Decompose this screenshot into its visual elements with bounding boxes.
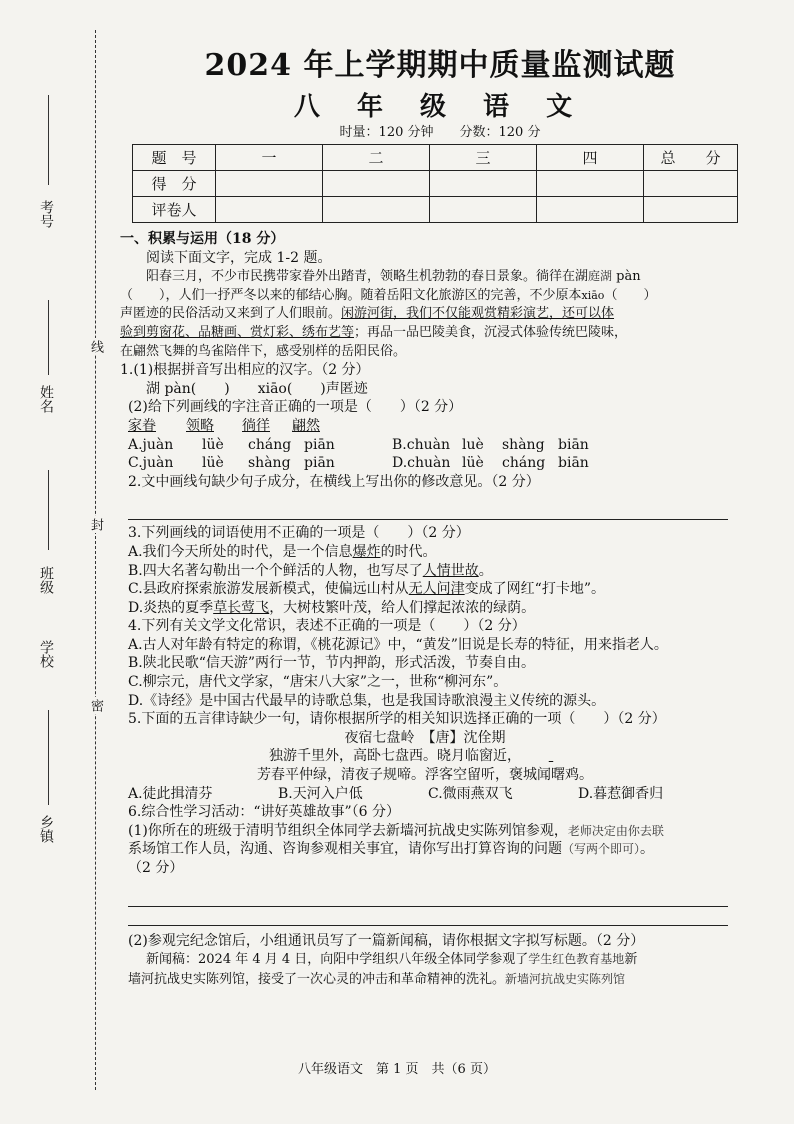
question-3-option-d[interactable]: [120, 599, 730, 618]
reading-intro: 阅读下面文字，完成 1-2 题。: [146, 249, 332, 266]
news-line: [120, 970, 730, 990]
question-handwriting: （写两个即可）: [562, 842, 641, 857]
option-c-part: shàng: [248, 455, 291, 472]
word: 翩然: [292, 417, 320, 434]
question-5-options: [120, 785, 730, 804]
score-cell[interactable]: [644, 171, 738, 197]
name-label: 姓名: [38, 385, 54, 413]
passage-text: ，人们一抒严冬以来的郁结心胸。随着岳阳文化旅游区的完善，不少原本: [165, 287, 582, 303]
option-text: 的时代。: [380, 543, 437, 560]
passage-pinyin: pàn: [616, 269, 641, 285]
news-line: [120, 950, 730, 970]
question-text: 。: [640, 841, 655, 858]
school-label: 学校: [38, 640, 54, 668]
option-underlined: 无人问津: [408, 581, 465, 598]
poem-title: 夜宿七盘岭 【唐】沈佺期: [344, 729, 506, 746]
score-cell[interactable]: [537, 171, 644, 197]
option-c[interactable]: C.juàn: [128, 455, 174, 472]
grader-cell[interactable]: [644, 197, 738, 223]
grader-cell[interactable]: [537, 197, 644, 223]
option-underlined: 草长莺飞: [213, 599, 270, 616]
option-underlined: 爆炸: [352, 543, 381, 560]
question-5: 5.下面的五言律诗缺少一句，请你根据所学的相关知识选择正确的一项（ ）（2 分）: [128, 711, 666, 728]
grader-row: [133, 197, 738, 223]
question-4-option-d[interactable]: D.《诗经》是中国古代最早的诗歌总集，也是我国诗歌浪漫主义传统的源头。: [128, 692, 606, 709]
question-6-2: [120, 932, 730, 951]
question-handwriting: 老师决定由你去联: [567, 823, 664, 838]
news-text: 新闻稿：2024 年 4 月 4 日，向阳中学组织八年级全体同学参观了: [146, 952, 529, 968]
question-3-option-a[interactable]: [120, 543, 730, 562]
question-2: 2.文中画线句缺少句子成分，在横线上写出你的修改意见。（2 分）: [128, 473, 540, 490]
exam-number-line[interactable]: [48, 95, 49, 185]
option-text: ，大树枝繁叶茂，给人们撑起浓浓的绿荫。: [269, 599, 536, 616]
question-4: 4.下列有关文学文化常识，表述不正确的一项是（ ）（2 分）: [128, 618, 526, 635]
score-header-cell: 二: [323, 145, 430, 171]
passage-line: [120, 324, 730, 343]
score-header-cell: 题 号: [133, 145, 216, 171]
option-a[interactable]: A.juàn: [128, 436, 174, 453]
binding-margin: [0, 0, 110, 1124]
score-header-cell: 总 分: [644, 145, 738, 171]
underlined-sentence: 验到剪窗花、品糖画、赏灯彩、绣布艺等: [120, 324, 355, 340]
answer-blank[interactable]: （ ）: [120, 287, 166, 303]
passage-line: [120, 287, 730, 306]
word: 家眷: [128, 417, 156, 434]
question-6-1: [120, 822, 730, 841]
news-handwriting: 学生红色教育基地: [528, 952, 625, 967]
town-line[interactable]: [48, 710, 49, 805]
exam-title: 2024 年上学期期中质量监测试题: [204, 48, 676, 83]
option-d-part: cháng: [502, 455, 546, 472]
option-a-part: piān: [304, 436, 335, 453]
section-heading: 一、积累与运用（18 分）: [120, 231, 285, 247]
question-6-1-cont: [120, 840, 730, 859]
option-d-part: biān: [558, 455, 589, 472]
passage-handwriting: 庭湖: [588, 269, 613, 284]
question-content: [120, 230, 730, 989]
option-d[interactable]: D.暮惹御香归: [578, 785, 664, 802]
option-text: 。: [478, 562, 493, 579]
question-6: 6.综合性学习活动：“讲好英雄故事”（6 分）: [128, 804, 401, 821]
seal-mark-secret: 密: [88, 699, 103, 712]
option-text: A.我们今天所处的时代，是一个信息: [128, 543, 353, 560]
question-1-2-words: [120, 417, 730, 436]
class-line[interactable]: [48, 470, 49, 550]
seal-mark-seal: 封: [88, 518, 103, 531]
question-3: 3.下列画线的词语使用不正确的一项是（ ）（2 分）: [128, 525, 470, 542]
passage-text: ；再品一品巴陵美食，沉浸式体验传统巴陵味，: [354, 324, 628, 340]
option-text: C.县政府探索旅游发展新模式，使偏远山村从: [128, 581, 409, 598]
question-text: (1)你所在的班级于清明节组织全体同学去新墙河抗战史实陈列馆参观，: [128, 822, 568, 839]
name-line[interactable]: [48, 300, 49, 375]
option-underlined: 人情世故: [422, 562, 479, 579]
option-c-part: piān: [304, 455, 335, 472]
option-text: D.炎热的夏季: [128, 599, 214, 616]
question-1-2-options-cd: [120, 454, 730, 473]
option-a[interactable]: A.徒此揖清芬: [128, 785, 213, 802]
question-text: (2)参观完纪念馆后，小组通讯员写了一篇新闻稿，请你根据文字拟写标题。: [128, 932, 596, 949]
answer-line[interactable]: [128, 505, 728, 520]
question-1-1: 1.(1)根据拼音写出相应的汉字。（2 分）: [120, 362, 370, 379]
score-header-cell: 一: [216, 145, 323, 171]
score-table: [132, 144, 738, 223]
question-4-option-a[interactable]: A.古人对年龄有特定的称谓，《桃花源记》中，“黄发”旧说是长寿的特征，用来指老人。: [128, 636, 668, 653]
question-text: 系场馆工作人员，沟通、咨询参观相关事宜，请你写出打算咨询的问题: [128, 841, 562, 858]
question-1-2: (2)给下列画线的字注音正确的一项是（ ）（2 分）: [128, 399, 463, 416]
option-d[interactable]: D.chuàn: [392, 455, 451, 472]
question-6-1-score: （2 分）: [128, 860, 184, 876]
exam-number-label: 考号: [38, 200, 54, 228]
seal-mark-line: 线: [88, 340, 103, 353]
town-label: 乡镇: [38, 815, 54, 843]
news-text: 墙河抗战史实陈列馆，接受了一次心灵的冲击和革命精神的洗礼。: [128, 971, 506, 987]
question-3-option-c[interactable]: [120, 580, 730, 599]
score-cell[interactable]: [323, 171, 430, 197]
option-b-part: luè: [462, 436, 484, 453]
page-footer: 八年级语文 第 1 页 共（6 页）: [298, 1062, 496, 1077]
answer-line[interactable]: [128, 911, 728, 926]
question-4-option-c[interactable]: C.柳宗元，唐代文学家，“唐宋八大家”之一，世称“柳河东”。: [128, 674, 508, 691]
question-1-1-fill[interactable]: 湖 pàn( ) xiāo( )声匿迹: [146, 380, 368, 397]
poem-line: [120, 747, 730, 766]
passage-text: 阳春三月，不少市民携带家眷外出踏青，领略生机勃勃的春日景象。徜徉在湖: [146, 269, 589, 285]
option-a-part: cháng: [248, 436, 292, 453]
grader-cell[interactable]: [430, 197, 537, 223]
option-d-part: lüè: [462, 455, 484, 472]
answer-line[interactable]: [128, 892, 728, 907]
score-header-cell: 三: [430, 145, 537, 171]
score-row: [133, 171, 738, 197]
answer-blank[interactable]: （ ）: [604, 287, 657, 303]
question-3-option-b[interactable]: [120, 562, 730, 581]
grader-row-label: 评卷人: [133, 197, 216, 223]
option-c[interactable]: C.微雨燕双飞: [428, 785, 513, 802]
exam-subtitle: 八 年 级 语 文: [293, 92, 587, 122]
score-cell[interactable]: [430, 171, 537, 197]
poem-line: 芳春平仲绿，清夜子规啼。浮客空留听，褒城闻曙鸡。: [257, 767, 593, 784]
passage-line: [120, 305, 730, 324]
option-c-part: lüè: [202, 455, 224, 472]
option-a-part: lüè: [202, 436, 224, 453]
binding-dashed-line: [95, 30, 96, 1090]
news-handwriting: 新墙河抗战史实陈列馆: [505, 971, 626, 986]
class-label: 班级: [38, 566, 54, 594]
word: 领略: [186, 417, 214, 434]
question-1-2-options-ab: [120, 436, 730, 455]
question-4-option-b[interactable]: B.陕北民歌“信天游”两行一节，节内押韵，形式活泼，节奏自由。: [128, 655, 536, 672]
option-text: B.四大名著勾勒出一个个鲜活的人物，也写尽了: [128, 562, 423, 579]
word: 徜徉: [242, 417, 270, 434]
passage-line: [120, 267, 730, 287]
score-cell[interactable]: [216, 171, 323, 197]
score-row-label: 得 分: [133, 171, 216, 197]
exam-meta: 时量：120 分钟 分数：120 分: [339, 125, 541, 140]
grader-cell[interactable]: [216, 197, 323, 223]
passage-pinyin: xiāo: [581, 288, 605, 302]
passage-line: 在翩然飞舞的鸟雀陪伴下，感受别样的岳阳民俗。: [120, 343, 407, 359]
score-table-header-row: [133, 145, 738, 171]
news-text: 新: [624, 952, 638, 968]
poem-blank[interactable]: [521, 747, 581, 766]
underlined-sentence: 闲游河街，我们不仅能观赏精彩演艺，还可以体: [341, 306, 615, 322]
option-b-part: biān: [558, 436, 589, 453]
question-score: （2 分）: [595, 932, 645, 949]
passage-text: 声匿迹的民俗活动又来到了人们眼前。: [120, 306, 342, 322]
poem-text: 独游千里外，高卧七盘西。晓月临窗近，: [269, 748, 521, 765]
score-header-cell: 四: [537, 145, 644, 171]
grader-cell[interactable]: [323, 197, 430, 223]
option-b-part: shàng: [502, 436, 545, 453]
option-b[interactable]: B.chuàn: [392, 436, 450, 453]
option-text: 变成了网红“打卡地”。: [464, 581, 605, 598]
option-b[interactable]: B.天河入户低: [278, 785, 363, 802]
